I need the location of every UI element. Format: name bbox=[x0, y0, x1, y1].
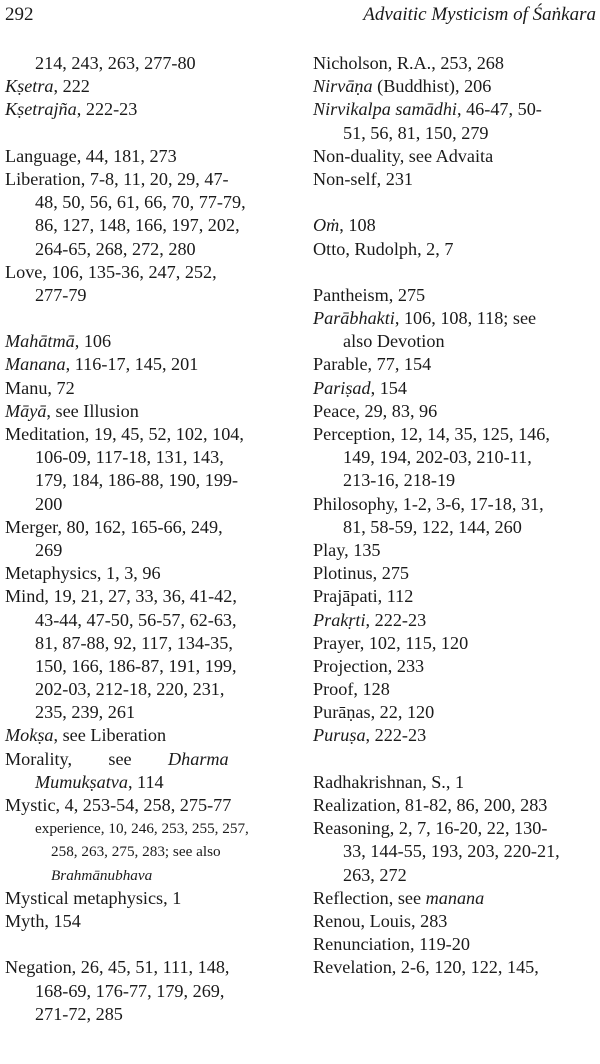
index-entry-line: 235, 239, 261 bbox=[35, 702, 136, 723]
index-entry-line: Realization, 81-82, 86, 200, 283 bbox=[313, 795, 548, 815]
index-entry-line: Morality, see Dharma bbox=[5, 748, 229, 769]
index-entry-line: 149, 194, 202-03, 210-11, bbox=[343, 447, 532, 468]
index-entry-line: Proof, 128 bbox=[313, 679, 390, 700]
index-entry-line: Brahmānubhava bbox=[51, 866, 153, 884]
index-entry-line: 33, 144-55, 193, 203, 220-21, bbox=[343, 841, 560, 862]
index-entry-line: 179, 184, 186-88, 190, 199- bbox=[35, 470, 239, 491]
index-entry-line: 86, 127, 148, 166, 197, 202, bbox=[35, 215, 240, 236]
index-column-right bbox=[313, 52, 600, 980]
index-entry-line: Mind, 19, 21, 27, 33, 36, 41-42, bbox=[5, 586, 237, 607]
running-title: Advaitic Mysticism of Śaṅkara bbox=[363, 4, 596, 25]
index-entry-line: Kṣetra, 222 bbox=[5, 76, 90, 97]
index-entry-line: Perception, 12, 14, 35, 125, 146, bbox=[313, 424, 550, 444]
index-entry-line: Mystic, 4, 253-54, 258, 275-77 bbox=[5, 795, 232, 815]
index-entry-line: Projection, 233 bbox=[313, 655, 425, 676]
index-entry-line: 202-03, 212-18, 220, 231, bbox=[35, 679, 225, 700]
index-entry-line: Puruṣa, 222-23 bbox=[313, 725, 427, 746]
index-entry-line: Renunciation, 119-20 bbox=[313, 934, 470, 955]
index-gap bbox=[5, 122, 295, 145]
index-entry-line: Prajāpati, 112 bbox=[313, 586, 414, 607]
index-entry-line: Reflection, see manana bbox=[313, 887, 485, 908]
index-entry-line: 81, 58-59, 122, 144, 260 bbox=[343, 516, 522, 537]
index-entry-line: Nirvāṇa (Buddhist), 206 bbox=[313, 76, 492, 97]
index-column-left bbox=[5, 52, 295, 1026]
index-entry-line: 81, 87-88, 92, 117, 134-35, bbox=[35, 632, 233, 653]
index-entry-line: Parābhakti, 106, 108, 118; see bbox=[313, 308, 537, 329]
index-entry-line: Manana, 116-17, 145, 201 bbox=[5, 354, 199, 375]
index-entry-line: Pariṣad, 154 bbox=[313, 377, 407, 398]
index-entry-line: 106-09, 117-18, 131, 143, bbox=[35, 447, 224, 468]
index-entry-line: Mystical metaphysics, 1 bbox=[5, 887, 182, 908]
index-entry-line: Mokṣa, see Liberation bbox=[5, 725, 167, 746]
index-entry-line: Meditation, 19, 45, 52, 102, 104, bbox=[5, 424, 244, 444]
index-entry-line: Philosophy, 1-2, 3-6, 17-18, 31, bbox=[313, 493, 544, 514]
index-entry-line: Language, 44, 181, 273 bbox=[5, 145, 177, 166]
index-entry-line: 43-44, 47-50, 56-57, 62-63, bbox=[35, 609, 237, 630]
index-entry-line: Myth, 154 bbox=[5, 910, 81, 931]
index-entry-line: 213-16, 218-19 bbox=[343, 470, 456, 491]
index-entry-line: 258, 263, 275, 283; see also bbox=[51, 843, 221, 861]
index-entry-line: 264-65, 268, 272, 280 bbox=[35, 238, 196, 259]
index-gap bbox=[5, 933, 295, 956]
index-gap bbox=[313, 261, 600, 284]
index-entry-line: Purāṇas, 22, 120 bbox=[313, 702, 435, 723]
index-entry-line: 263, 272 bbox=[343, 864, 407, 885]
index-gap bbox=[313, 748, 600, 771]
index-entry-line: Mahātmā, 106 bbox=[5, 331, 112, 352]
index-gap bbox=[5, 307, 295, 330]
index-entry-line: Mumukṣatva, 114 bbox=[35, 771, 164, 792]
index-entry-line: Prayer, 102, 115, 120 bbox=[313, 632, 469, 653]
index-entry-line: Pantheism, 275 bbox=[313, 284, 426, 305]
index-entry-line: Renou, Louis, 283 bbox=[313, 910, 448, 931]
index-entry-line: 277-79 bbox=[35, 284, 87, 305]
index-entry-line: 214, 243, 263, 277-80 bbox=[35, 53, 196, 73]
index-entry-line: 150, 166, 186-87, 191, 199, bbox=[35, 655, 237, 676]
index-entry-line: Negation, 26, 45, 51, 111, 148, bbox=[5, 957, 230, 978]
index-entry-line: Māyā, see Illusion bbox=[5, 400, 139, 421]
index-entry-line: Revelation, 2-6, 120, 122, 145, bbox=[313, 957, 539, 978]
index-entry-line: Kṣetrajña, 222-23 bbox=[5, 99, 138, 120]
index-entry-line: Nirvikalpa samādhi, 46-47, 50- bbox=[313, 99, 542, 120]
index-entry-line: Oṁ, 108 bbox=[313, 215, 376, 236]
index-entry-line: 168-69, 176-77, 179, 269, bbox=[35, 980, 225, 1001]
index-entry-line: Prakṛti, 222-23 bbox=[313, 609, 427, 630]
index-entry-line: 200 bbox=[35, 493, 63, 514]
index-entry-line: Radhakrishnan, S., 1 bbox=[313, 771, 465, 792]
index-entry-line: also Devotion bbox=[343, 331, 445, 352]
index-entry-line: Metaphysics, 1, 3, 96 bbox=[5, 563, 161, 584]
index-entry-line: Liberation, 7-8, 11, 20, 29, 47- bbox=[5, 168, 229, 189]
page-number: 292 bbox=[5, 4, 34, 25]
index-entry-line: Plotinus, 275 bbox=[313, 563, 410, 584]
index-gap bbox=[313, 191, 600, 214]
index-entry-line: Non-self, 231 bbox=[313, 168, 414, 189]
index-entry-line: 48, 50, 56, 61, 66, 70, 77-79, bbox=[35, 192, 246, 213]
index-entry-line: 51, 56, 81, 150, 279 bbox=[343, 122, 489, 143]
page-header bbox=[0, 4, 600, 34]
index-entry-line: Love, 106, 135-36, 247, 252, bbox=[5, 261, 217, 282]
index-entry-line: 271-72, 285 bbox=[35, 1003, 123, 1024]
index-entry-line: Reasoning, 2, 7, 16-20, 22, 130- bbox=[313, 818, 548, 839]
index-entry-line: Merger, 80, 162, 165-66, 249, bbox=[5, 516, 223, 537]
index-entry-line: Peace, 29, 83, 96 bbox=[313, 400, 438, 421]
index-entry-line: Otto, Rudolph, 2, 7 bbox=[313, 238, 454, 259]
index-entry-line: Non-duality, see Advaita bbox=[313, 145, 494, 166]
index-entry-line: 269 bbox=[35, 539, 63, 560]
index-entry-line: Nicholson, R.A., 253, 268 bbox=[313, 53, 504, 73]
index-entry-line: experience, 10, 246, 253, 255, 257, bbox=[35, 820, 249, 838]
index-entry-line: Play, 135 bbox=[313, 539, 381, 560]
index-entry-line: Manu, 72 bbox=[5, 377, 75, 398]
index-entry-line: Parable, 77, 154 bbox=[313, 354, 432, 375]
